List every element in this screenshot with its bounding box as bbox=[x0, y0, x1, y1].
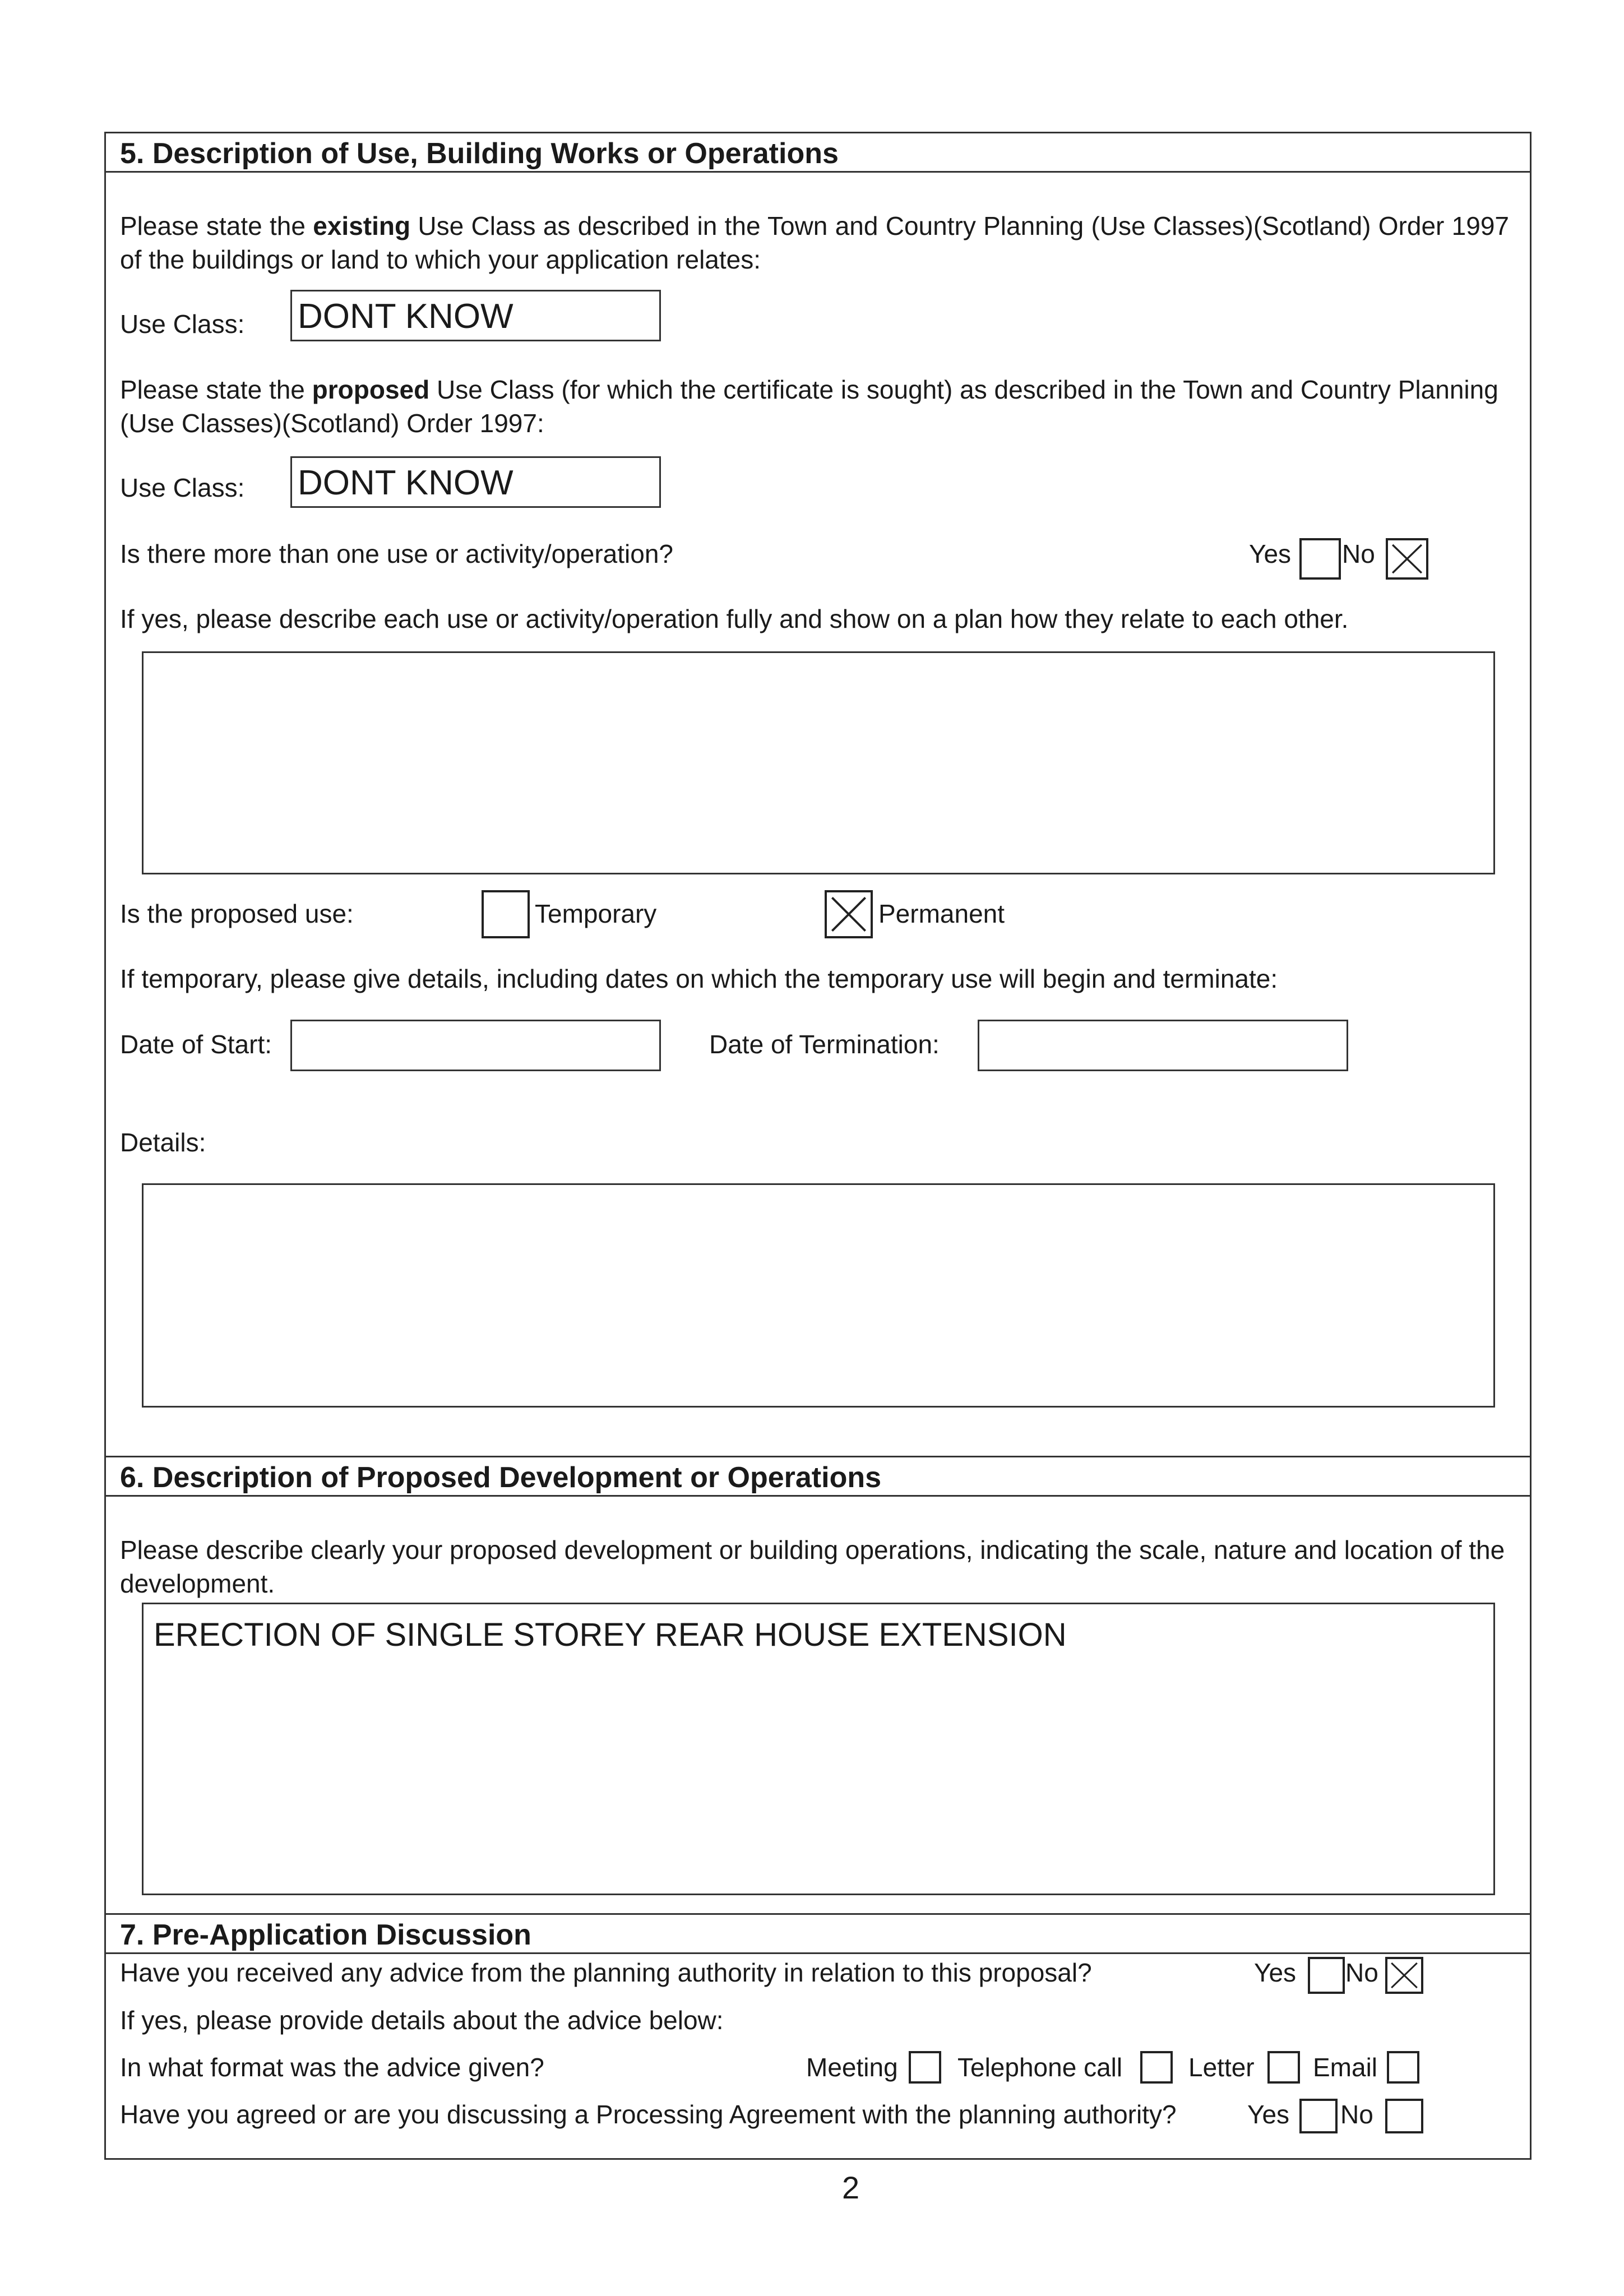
section-5-heading: 5. Description of Use, Building Works or Operations bbox=[120, 137, 839, 170]
telephone-checkbox[interactable] bbox=[1140, 2051, 1173, 2084]
proposed-post: Use Class (for which the certificate is sought) as described in the Town and Country Planning (Use Classes)(Scotland) Order 1997: bbox=[120, 375, 1498, 438]
date-start-label: Date of Start: bbox=[120, 1030, 272, 1059]
no-label: No bbox=[1345, 1958, 1378, 1987]
permanent-checkbox[interactable] bbox=[825, 890, 873, 938]
existing-bold: existing bbox=[313, 211, 411, 240]
yes-label: Yes bbox=[1254, 1958, 1297, 1987]
email-label: Email bbox=[1313, 2053, 1378, 2082]
proposed-use-class-field[interactable]: DONT KNOW bbox=[290, 456, 661, 508]
proposed-use-instruction bbox=[120, 373, 1509, 440]
processing-question: Have you agreed or are you discussing a Processing Agreement with the planning authority? bbox=[120, 2100, 1177, 2129]
more-than-one-no-checkbox[interactable] bbox=[1386, 538, 1428, 580]
if-yes-describe: If yes, please describe each use or activity/operation fully and show on a plan how they relate to each other. bbox=[120, 604, 1349, 633]
details-field[interactable] bbox=[142, 1183, 1495, 1408]
divider bbox=[104, 1495, 1532, 1497]
use-class-label: Use Class: bbox=[120, 473, 245, 502]
if-temporary-instruction: If temporary, please give details, including dates on which the temporary use will begin and terminate: bbox=[120, 964, 1278, 993]
proposed-use-question: Is the proposed use: bbox=[120, 899, 354, 928]
advice-yes-checkbox[interactable] bbox=[1308, 1957, 1345, 1994]
page-number: 2 bbox=[842, 2170, 860, 2205]
processing-no-checkbox[interactable] bbox=[1385, 2099, 1423, 2133]
uses-description-field[interactable] bbox=[142, 651, 1495, 874]
more-than-one-question: Is there more than one use or activity/operation? bbox=[120, 539, 674, 568]
processing-yes-checkbox[interactable] bbox=[1299, 2099, 1338, 2133]
use-class-label: Use Class: bbox=[120, 309, 245, 339]
section-7-heading: 7. Pre-Application Discussion bbox=[120, 1919, 531, 1951]
advice-no-checkbox[interactable] bbox=[1385, 1957, 1423, 1994]
date-termination-field[interactable] bbox=[978, 1020, 1348, 1071]
advice-question: Have you received any advice from the planning authority in relation to this proposal? bbox=[120, 1958, 1092, 1987]
existing-pre: Please state the bbox=[120, 211, 313, 240]
meeting-checkbox[interactable] bbox=[909, 2051, 941, 2084]
if-yes-details: If yes, please provide details about the advice below: bbox=[120, 2006, 724, 2035]
proposed-bold: proposed bbox=[312, 375, 430, 404]
check-mark-x-icon bbox=[1388, 540, 1426, 577]
no-label: No bbox=[1340, 2100, 1373, 2129]
divider bbox=[104, 171, 1532, 173]
divider bbox=[104, 1952, 1532, 1954]
divider bbox=[104, 1456, 1532, 1457]
telephone-label: Telephone call bbox=[957, 2053, 1123, 2082]
proposed-pre: Please state the bbox=[120, 375, 312, 404]
existing-use-class-field[interactable]: DONT KNOW bbox=[290, 290, 661, 341]
date-start-field[interactable] bbox=[290, 1020, 661, 1071]
development-instruction: Please describe clearly your proposed development or building operations, indicating the scale, nature and location of the development. bbox=[120, 1535, 1505, 1598]
divider bbox=[104, 1913, 1532, 1915]
email-checkbox[interactable] bbox=[1387, 2051, 1419, 2084]
meeting-label: Meeting bbox=[806, 2053, 898, 2082]
existing-post: Use Class as described in the Town and Country Planning (Use Classes)(Scotland) Order 1997 of the buildings or land to which your application relates: bbox=[120, 211, 1509, 274]
check-mark-x-icon bbox=[827, 892, 871, 936]
existing-use-instruction bbox=[120, 209, 1509, 276]
letter-label: Letter bbox=[1188, 2053, 1255, 2082]
no-label: No bbox=[1342, 539, 1375, 568]
permanent-label: Permanent bbox=[878, 899, 1005, 928]
section-6-heading: 6. Description of Proposed Development or Operations bbox=[120, 1461, 882, 1494]
check-mark-x-icon bbox=[1387, 1959, 1421, 1992]
development-description-field[interactable]: ERECTION OF SINGLE STOREY REAR HOUSE EXTENSION bbox=[142, 1603, 1495, 1895]
more-than-one-yes-checkbox[interactable] bbox=[1299, 538, 1341, 580]
temporary-label: Temporary bbox=[535, 899, 657, 928]
yes-label: Yes bbox=[1249, 539, 1292, 568]
temporary-checkbox[interactable] bbox=[482, 890, 530, 938]
yes-label: Yes bbox=[1247, 2100, 1290, 2129]
details-label: Details: bbox=[120, 1128, 206, 1157]
date-termination-label: Date of Termination: bbox=[709, 1030, 940, 1059]
letter-checkbox[interactable] bbox=[1267, 2051, 1300, 2084]
format-question: In what format was the advice given? bbox=[120, 2053, 544, 2082]
